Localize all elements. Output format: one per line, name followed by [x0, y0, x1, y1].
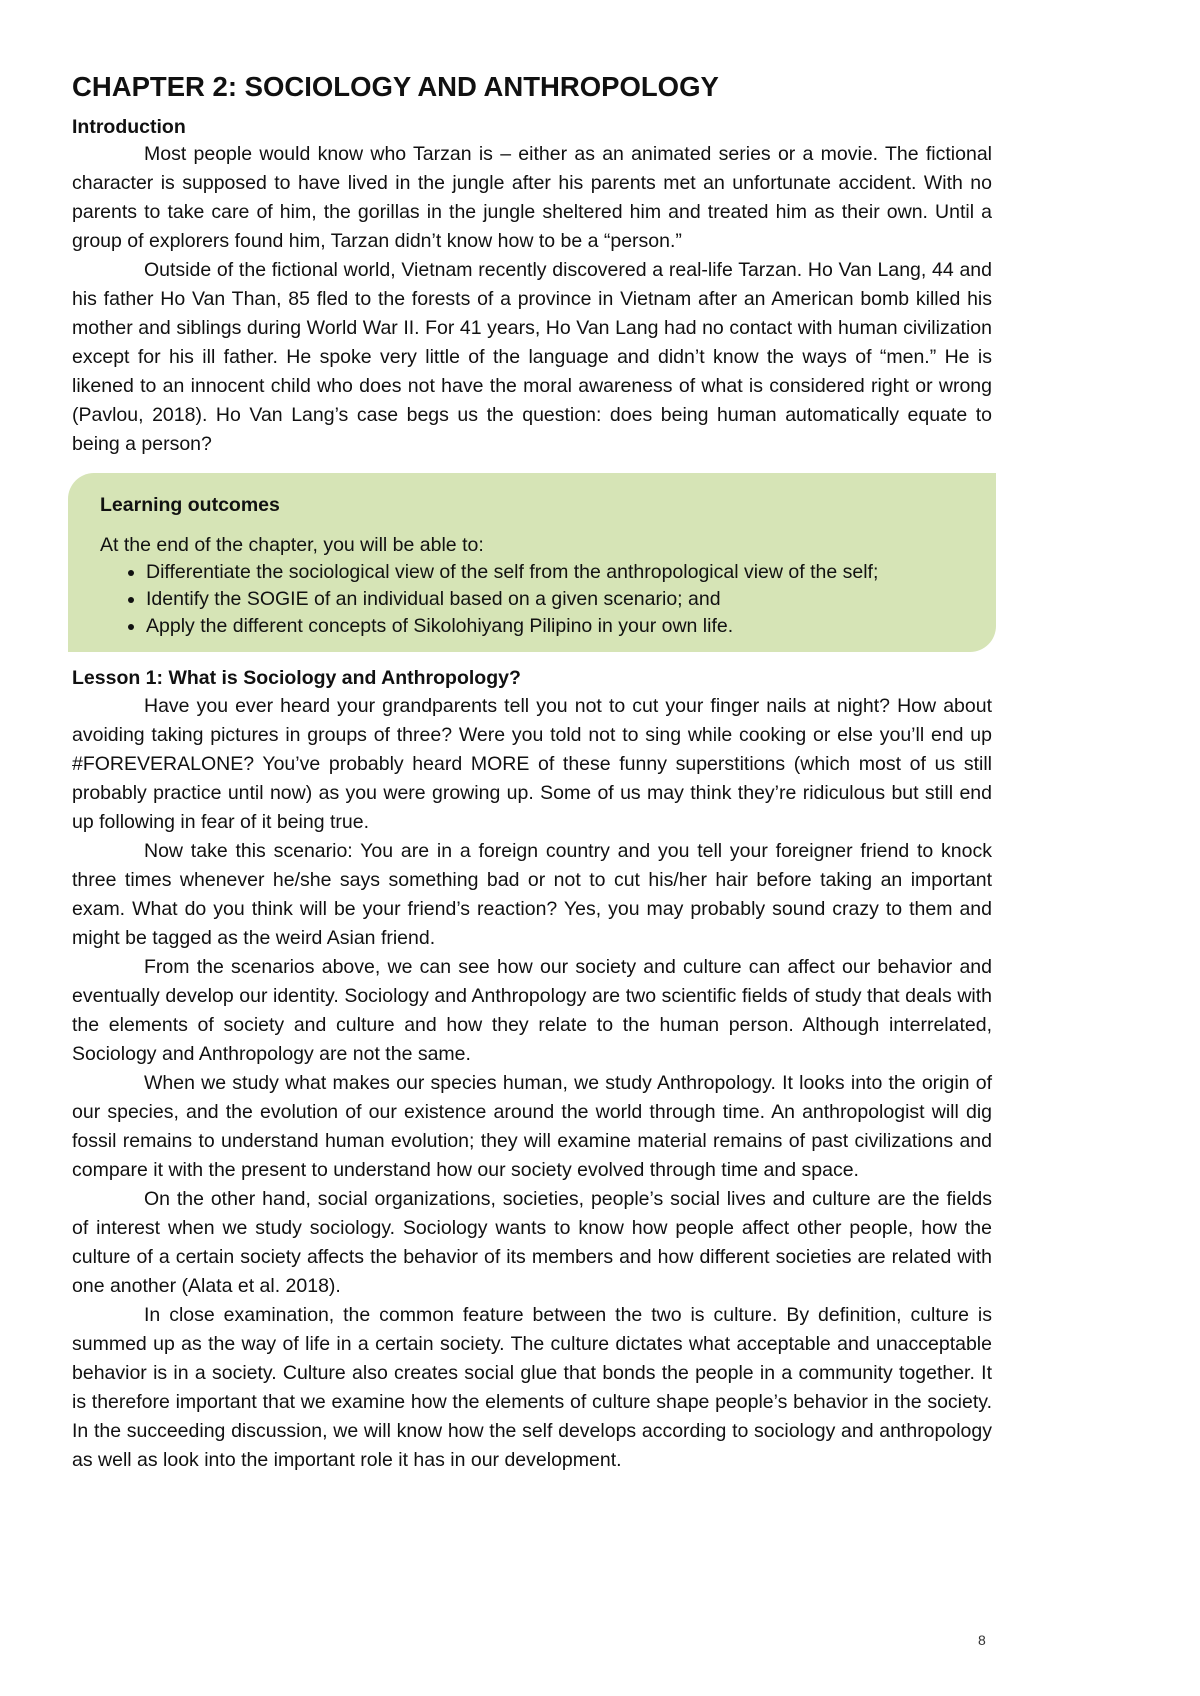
learning-outcome-item: • Apply the different concepts of Sikolohiyang Pilipino in your own life.: [146, 613, 968, 640]
introduction-heading: Introduction: [72, 116, 186, 138]
lesson-paragraph-4: When we study what makes our species human, we study Anthropology. It looks into the origin of our species, and the evolution of our existence around the world through time. An anthropologist will dig fossil remains to understand human evolution; they will examine material remains of past civilizations and compare it with the present to understand how our society evolved through time and space.: [72, 1072, 992, 1181]
learning-outcomes-list: [100, 559, 968, 640]
lesson-paragraph-5: On the other hand, social organizations, societies, people’s social lives and culture are the fields of interest when we study sociology. Sociology wants to know how people affect other people, how the culture of a certain society affects the behavior of its members and how different societies are related with one another (Alata et al. 2018).: [72, 1188, 992, 1297]
lesson-paragraph-2: Now take this scenario: You are in a foreign country and you tell your foreigner friend to knock three times whenever he/she says something bad or not to cut his/her hair before taking an important exam. What do you think will be your friend’s reaction? Yes, you may probably sound crazy to them and might be tagged as the weird Asian friend.: [72, 840, 992, 949]
page-number: 8: [978, 1632, 986, 1648]
learning-outcome-item: • Identify the SOGIE of an individual based on a given scenario; and: [146, 586, 968, 613]
learning-outcome-item: • Differentiate the sociological view of the self from the anthropological view of the self;: [146, 559, 968, 586]
learning-outcomes-box: [68, 473, 996, 652]
introduction-paragraph-2: Outside of the fictional world, Vietnam recently discovered a real-life Tarzan. Ho Van Lang, 44 and his father Ho Van Than, 85 fled to the forests of a province in Vietnam after an American bomb killed his mother and siblings during World War II. For 41 years, Ho Van Lang had no contact with human civilization except for his ill father. He spoke very little of the language and didn’t know the ways of “men.” He is likened to an innocent child who does not have the moral awareness of what is considered right or wrong (Pavlou, 2018). Ho Van Lang’s case begs us the question: does being human automatically equate to being a person?: [72, 259, 992, 455]
lesson-heading: Lesson 1: What is Sociology and Anthropology?: [72, 667, 521, 689]
learning-outcomes-intro: At the end of the chapter, you will be able to:: [100, 534, 484, 556]
document-page: [72, 70, 992, 1475]
lesson-paragraph-3: From the scenarios above, we can see how our society and culture can affect our behavior and eventually develop our identity. Sociology and Anthropology are two scientific fields of study that deals with the elements of society and culture and how they relate to the human person. Although interrelated, Sociology and Anthropology are not the same.: [72, 956, 992, 1065]
chapter-title: CHAPTER 2: SOCIOLOGY AND ANTHROPOLOGY: [72, 71, 719, 102]
learning-outcomes-title: Learning outcomes: [100, 494, 280, 516]
lesson-paragraph-1: Have you ever heard your grandparents tell you not to cut your finger nails at night? How about avoiding taking pictures in groups of three? Were you told not to sing while cooking or else you’ll end up #FOREVERALONE? You’ve probably heard MORE of these funny superstitions (which most of us still probably practice until now) as you were growing up. Some of us may think they’re ridiculous but still end up following in fear of it being true.: [72, 695, 992, 833]
introduction-paragraph-1: Most people would know who Tarzan is – either as an animated series or a movie. The fictional character is supposed to have lived in the jungle after his parents met an unfortunate accident. With no parents to take care of him, the gorillas in the jungle sheltered him and treated him as their own. Until a group of explorers found him, Tarzan didn’t know how to be a “person.”: [72, 143, 992, 252]
lesson-paragraph-6: In close examination, the common feature between the two is culture. By definition, culture is summed up as the way of life in a certain society. The culture dictates what acceptable and unacceptable behavior is in a society. Culture also creates social glue that bonds the people in a community together. It is therefore important that we examine how the elements of culture shape people’s behavior in the society. In the succeeding discussion, we will know how the self develops according to sociology and anthropology as well as look into the important role it has in our development.: [72, 1304, 992, 1471]
